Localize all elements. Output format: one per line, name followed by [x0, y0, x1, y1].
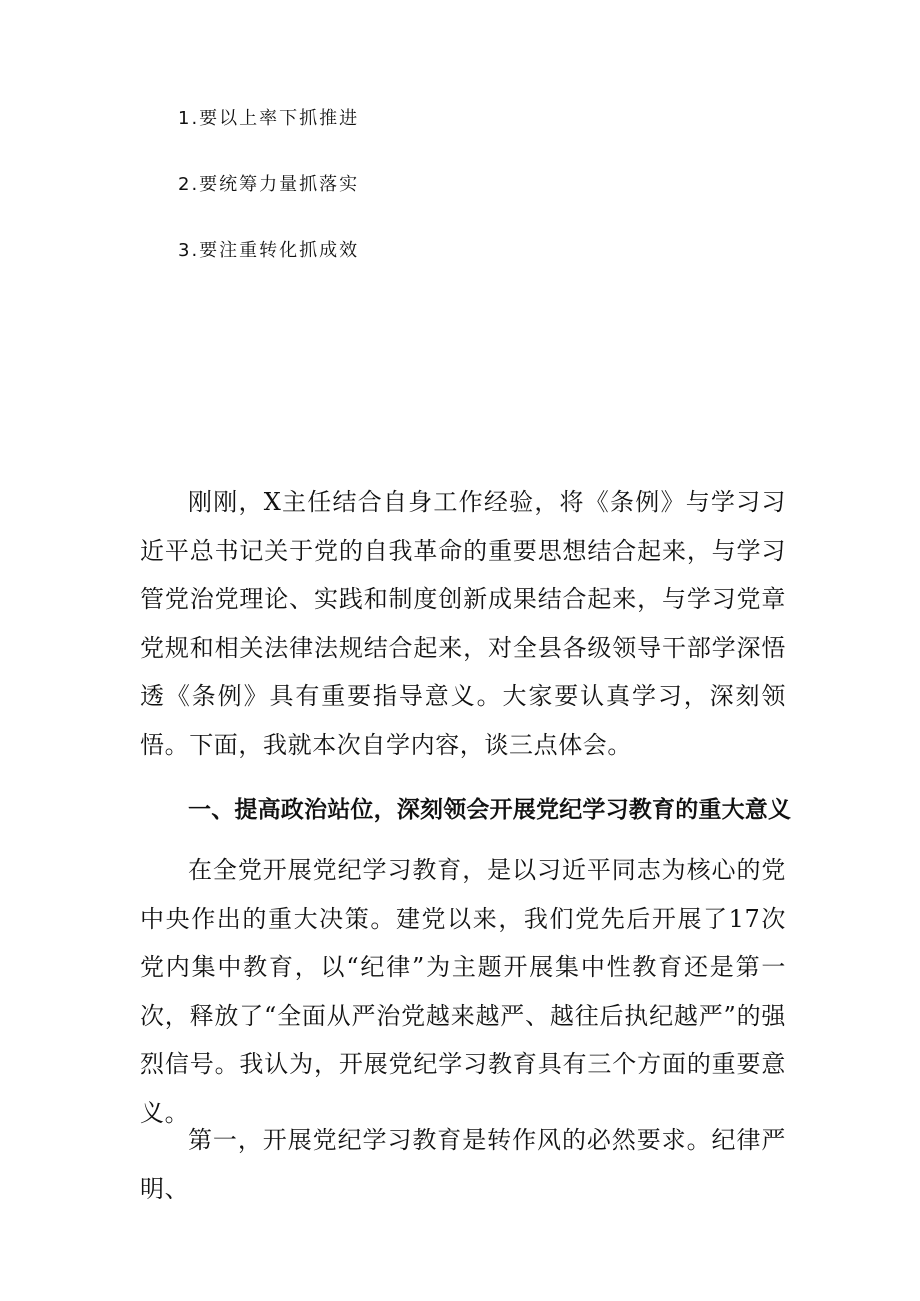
- section-heading: 一、提高政治站位，深刻领会开展党纪学习教育的重大意义: [188, 797, 792, 823]
- outline-item-1: [178, 104, 359, 134]
- intro-paragraph: 刚刚，X主任结合自身工作经验，将《条例》与学习习近平总书记关于党的自我革命的重要思想结合起来，与学习管党治党理论、实践和制度创新成果结合起来，与学习党章党规和相关法律法规结合起来，对全县各级领导干部学深悟透《条例》具有重要指导意义。大家要认真学习，深刻领悟。下面，我就本次自学内容，谈三点体会。: [140, 488, 786, 759]
- outline-number: 2: [178, 174, 192, 195]
- outline-item-3: [178, 236, 359, 266]
- outline-number: 3: [178, 240, 192, 261]
- outline-text: .要统筹力量抓落实: [191, 174, 360, 195]
- section-1-paragraph: 在全党开展党纪学习教育，是以习近平同志为核心的党中央作出的重大决策。建党以来，我们党先后开展了17次党内集中教育，以“纪律”为主题开展集中性教育还是第一次，释放了“全面从严治党越来越严、越往后执纪越严”的强烈信号。我认为，开展党纪学习教育具有三个方面的重要意义。: [140, 856, 786, 1127]
- outline-text: .要注重转化抓成效: [191, 240, 360, 261]
- outline-item-2: [178, 170, 359, 200]
- outline-number: 1: [178, 108, 192, 129]
- outline-text: .要以上率下抓推进: [191, 108, 360, 129]
- intro-block: [140, 478, 786, 769]
- point-1-block: [140, 1116, 786, 1213]
- outline-list: [178, 104, 359, 302]
- section-1-heading-block: [140, 786, 792, 834]
- section-1-block: [140, 846, 786, 1137]
- point-1-paragraph: 第一，开展党纪学习教育是转作风的必然要求。纪律严明、: [140, 1126, 786, 1203]
